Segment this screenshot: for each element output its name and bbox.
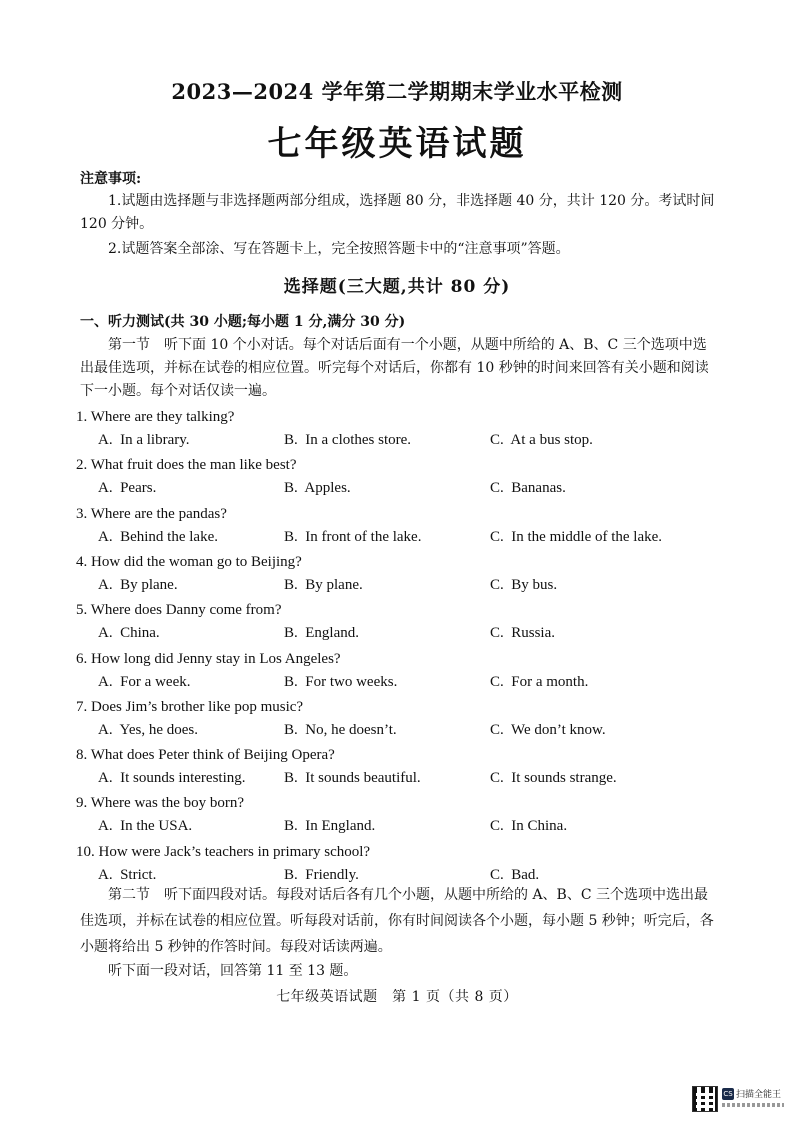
question-prompt: Where does Danny come from? — [90, 602, 282, 619]
question-number: 10. — [76, 843, 95, 860]
question-prompt: How were Jack’s teachers in primary school? — [98, 843, 371, 860]
answer-options — [76, 526, 736, 548]
question-text — [76, 550, 736, 574]
option-a: A. By plane. — [98, 576, 178, 593]
question-text — [76, 453, 736, 477]
question-text — [76, 791, 736, 815]
option-b: B. Friendly. — [284, 866, 359, 883]
question-text — [76, 695, 736, 719]
question-7 — [76, 695, 736, 741]
option-a: A. For a week. — [98, 673, 191, 690]
answer-options — [76, 815, 736, 837]
option-c: C. Russia. — [490, 625, 556, 642]
question-number: 3. — [76, 505, 88, 522]
option-b: B. For two weeks. — [284, 673, 398, 690]
answer-options — [76, 671, 736, 693]
question-text — [76, 502, 736, 526]
option-c: C. We don’t know. — [490, 721, 606, 738]
answer-options — [76, 719, 736, 741]
option-b: B. In a clothes store. — [284, 432, 412, 448]
question-prompt: How long did Jenny stay in Los Angeles? — [91, 650, 341, 667]
option-a: A. China. — [98, 625, 160, 642]
scanner-watermark — [692, 1086, 784, 1114]
question-text — [76, 405, 736, 429]
question-number: 5. — [76, 602, 88, 619]
question-prompt: Where are the pandas? — [90, 505, 227, 522]
question-8 — [76, 743, 736, 789]
camscanner-logo-icon: CS — [723, 1090, 733, 1098]
question-9 — [76, 791, 736, 837]
question-text — [76, 743, 736, 767]
option-b: B. England. — [284, 625, 359, 642]
question-text — [76, 840, 736, 864]
option-a: A. Strict. — [98, 866, 157, 883]
notice-item-2: 2.试题答案全部涂、写在答题卡上，完全按照答题卡中的“注意事项”答题。 — [108, 241, 570, 257]
qr-code-icon — [692, 1086, 718, 1112]
section2-instructions: 第二节 听下面四段对话。每段对话后各有几个小题，从题中所给的 A、B、C 三个选项中选出最佳选项，并标在试卷的相应位置。听每段对话前，你有时间阅读各个小题，每小题 5 秒钟；听完后，各小题将给出 5 秒钟的作答时间。每段对话读两遍。 — [80, 887, 714, 955]
option-c: C. For a month. — [490, 673, 589, 690]
option-a: A. In the USA. — [98, 818, 193, 835]
question-text — [76, 598, 736, 622]
question-1 — [76, 405, 736, 451]
option-b: B. Apples. — [284, 480, 351, 497]
page-footer: 七年级英语试题 第 1 页（共 8 页） — [276, 989, 518, 1005]
question-4 — [76, 550, 736, 596]
question-prompt: What fruit does the man like best? — [90, 457, 297, 474]
answer-options — [76, 477, 736, 499]
question-2 — [76, 453, 736, 499]
option-c: C. Bad. — [490, 866, 540, 883]
question-10 — [76, 840, 736, 886]
scanner-label: 扫描全能王 — [736, 1090, 782, 1100]
question-5 — [76, 598, 736, 644]
question-number: 6. — [76, 650, 88, 667]
answer-options — [76, 767, 736, 789]
part1-heading: 一、听力测试(共 30 小题;每小题 1 分,满分 30 分) — [80, 314, 406, 330]
option-a: A. Behind the lake. — [98, 528, 218, 545]
question-number: 8. — [76, 747, 88, 764]
option-a: A. In a library. — [98, 432, 190, 448]
option-b: B. By plane. — [284, 576, 363, 593]
question-text — [76, 647, 736, 671]
question-number: 4. — [76, 553, 88, 570]
option-c: C. In China. — [490, 818, 568, 835]
section-title: 选择题(三大题,共计 80 分) — [283, 277, 511, 297]
notice-item-1: 1.试题由选择题与非选择题两部分组成，选择题 80 分，非选择题 40 分，共计 120 分。考试时间 120 分钟。 — [80, 193, 715, 232]
option-c: C. It sounds strange. — [490, 770, 617, 787]
option-c: C. Bananas. — [490, 480, 566, 497]
scanner-subtext-decoration — [722, 1103, 784, 1107]
question-prompt: What does Peter think of Beijing Opera? — [90, 747, 335, 764]
answer-options — [76, 429, 736, 451]
listen-prompt: 听下面一段对话，回答第 11 至 13 题。 — [108, 963, 358, 979]
question-prompt: How did the woman go to Beijing? — [91, 553, 302, 570]
question-number: 9. — [76, 795, 88, 812]
option-a: A. Yes, he does. — [98, 721, 199, 738]
option-a: A. Pears. — [98, 480, 157, 497]
question-prompt: Where was the boy born? — [90, 795, 245, 812]
option-a: A. It sounds interesting. — [98, 770, 246, 787]
question-number: 2. — [76, 457, 88, 474]
option-c: C. In the middle of the lake. — [490, 528, 663, 545]
question-number: 7. — [76, 698, 88, 715]
exam-header: 2023—2024 学年第二学期期末学业水平检测 — [171, 79, 623, 104]
answer-options — [76, 574, 736, 596]
option-c: C. By bus. — [490, 576, 558, 593]
exam-title: 七年级英语试题 — [267, 124, 527, 164]
question-number: 1. — [76, 409, 88, 425]
question-3 — [76, 502, 736, 548]
option-b: B. No, he doesn’t. — [284, 721, 397, 738]
question-prompt: Does Jim’s brother like pop music? — [91, 698, 304, 715]
question-6 — [76, 647, 736, 693]
option-b: B. In England. — [284, 818, 376, 835]
option-b: B. In front of the lake. — [284, 528, 422, 545]
option-b: B. It sounds beautiful. — [284, 770, 421, 787]
option-c: C. At a bus stop. — [490, 432, 593, 448]
question-prompt: Where are they talking? — [90, 409, 235, 425]
answer-options — [76, 622, 736, 644]
section1-instructions: 第一节 听下面 10 个小对话。每个对话后面有一个小题，从题中所给的 A、B、C 三个选项中选出最佳选项，并标在试卷的相应位置。听完每个对话后，你都有 10 秒钟的时间来回答有关小题和阅读下一小题。每个对话仅读一遍。 — [80, 337, 709, 399]
notice-heading: 注意事项: — [80, 171, 142, 187]
